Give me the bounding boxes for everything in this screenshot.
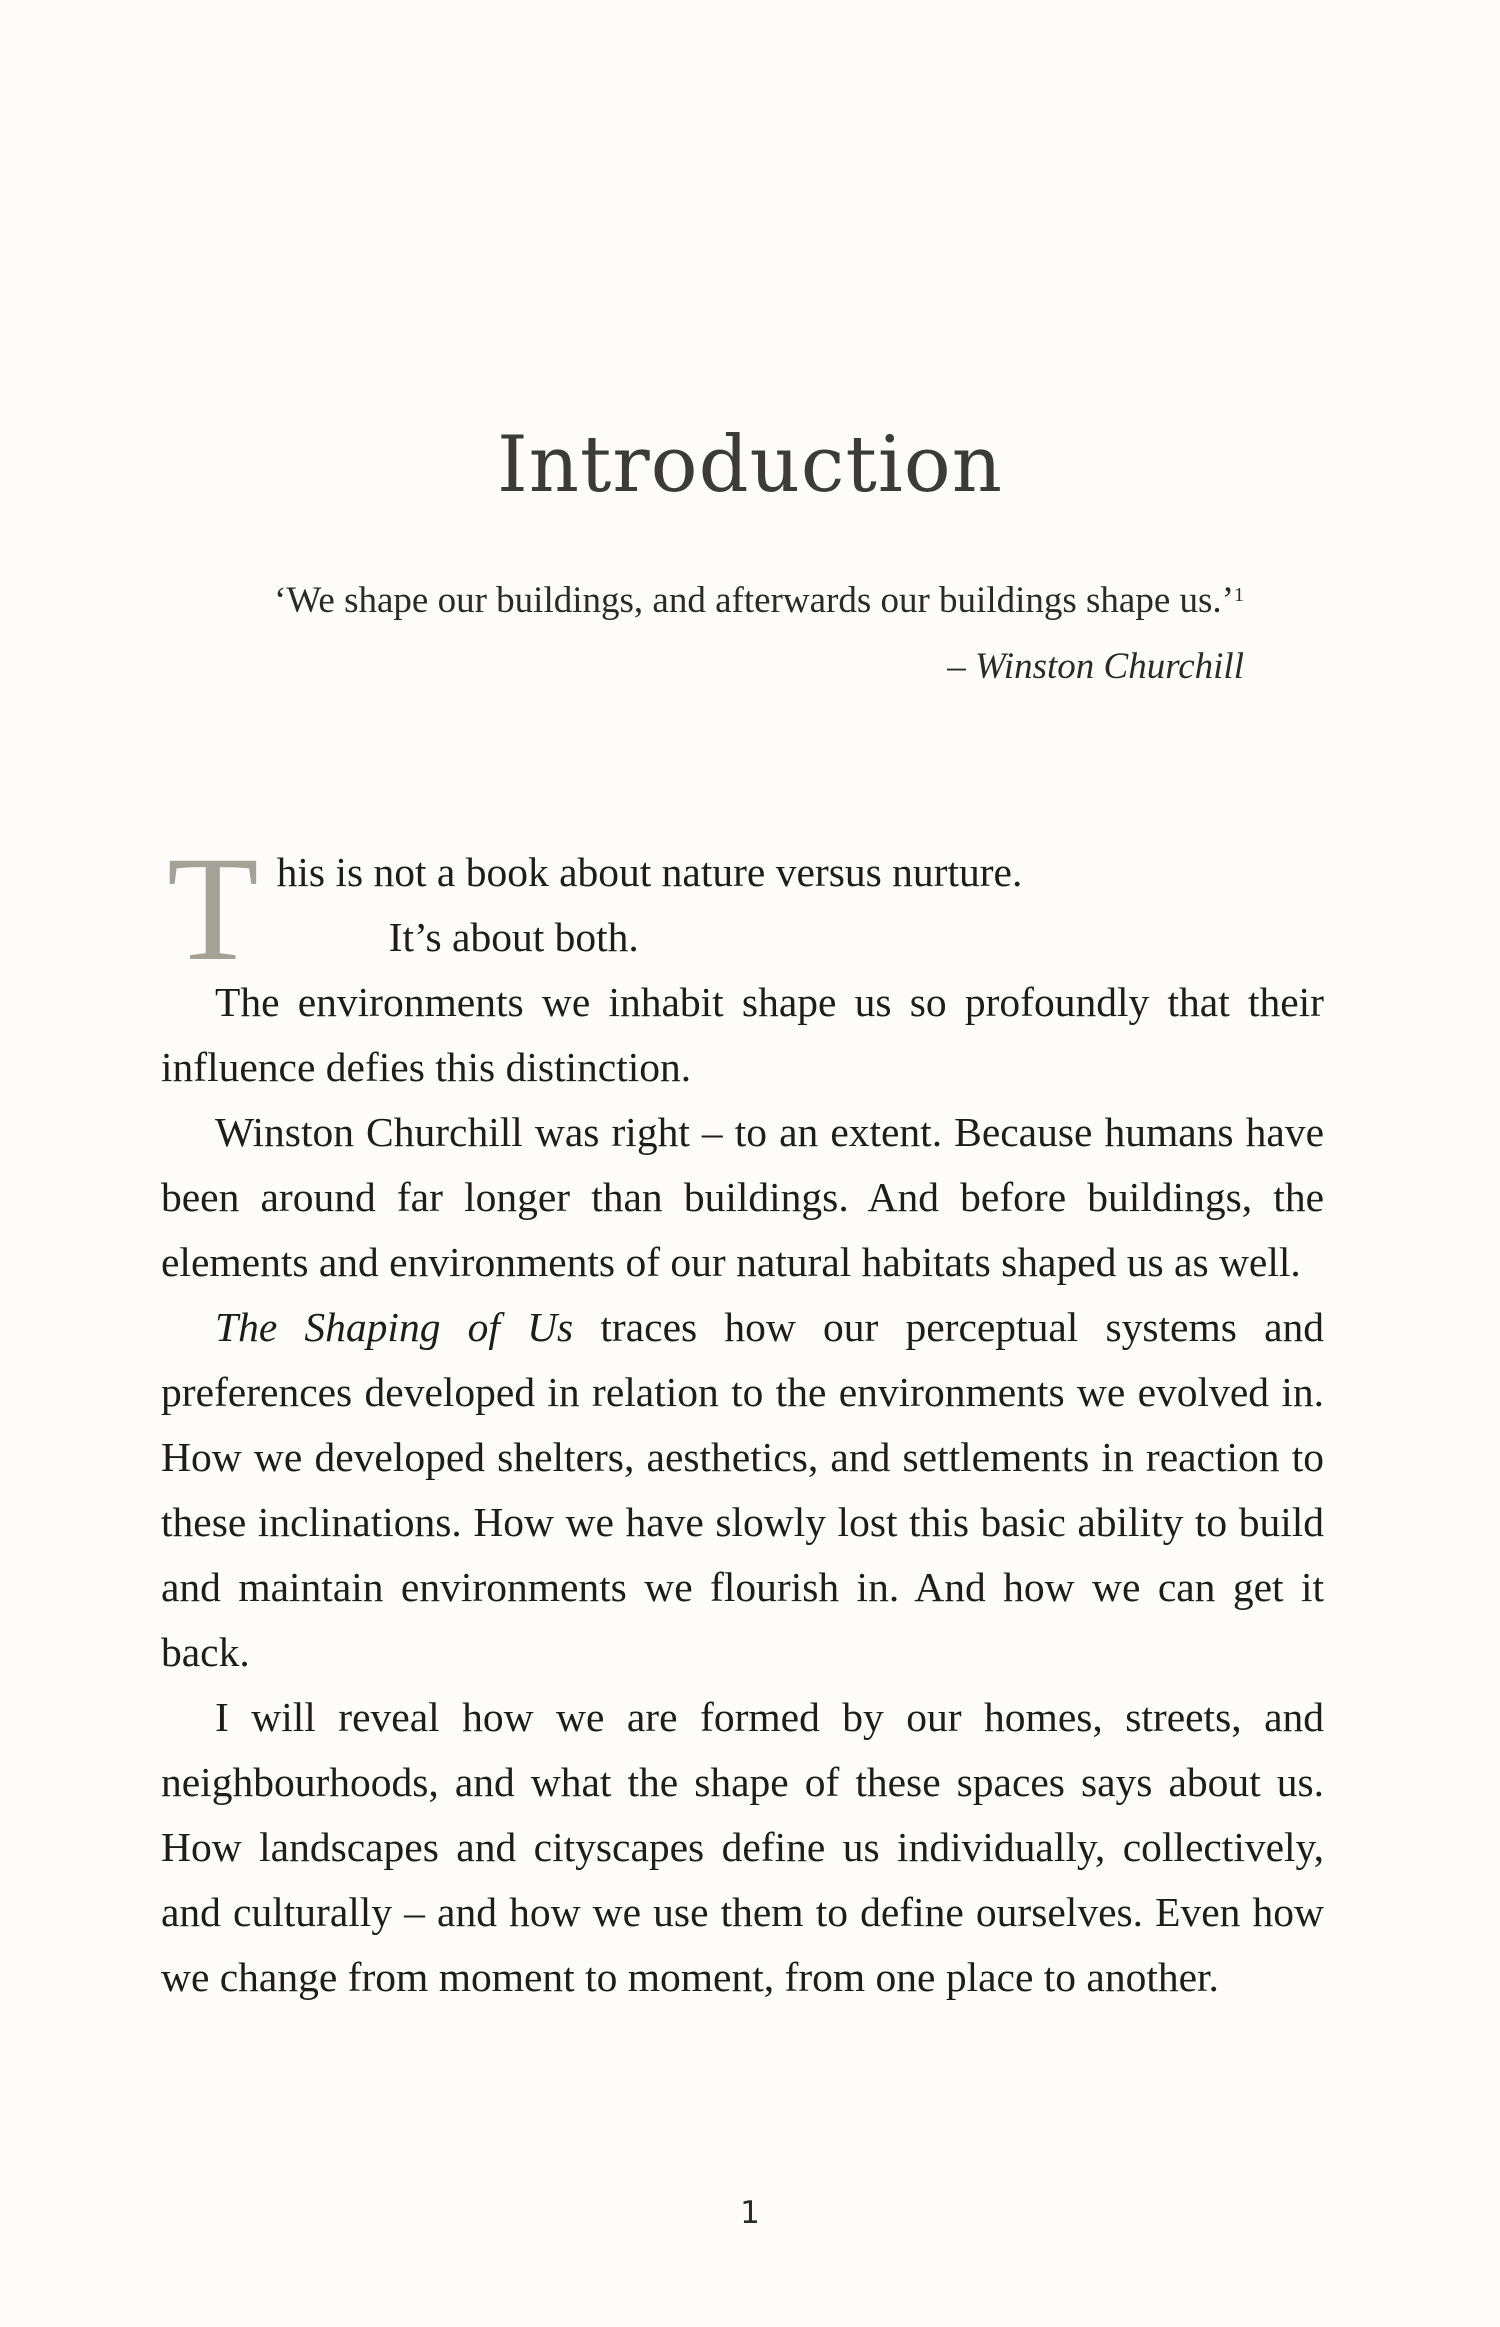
drop-cap: T bbox=[167, 826, 259, 992]
epigraph bbox=[274, 568, 1244, 700]
epigraph-attribution: – Winston Churchill bbox=[947, 646, 1244, 687]
page-number: 1 bbox=[740, 2195, 760, 2231]
paragraph bbox=[161, 1295, 1324, 1685]
paragraph-text: traces how our perceptual systems and preferences developed in relation to the environments we evolved in. How we developed shelters, aesthetics, and settlements in reaction to these inclinations. How we have slowly lost this basic ability to build and maintain environments we flourish in. And how we can get it back. bbox=[161, 1304, 1324, 1675]
body-text bbox=[161, 826, 1324, 2010]
epigraph-quote bbox=[274, 568, 1244, 634]
footnote-reference[interactable]: 1 bbox=[1234, 584, 1244, 606]
paragraph: It’s about both. bbox=[388, 914, 639, 960]
paragraph: The environments we inhabit shape us so profoundly that their influence defies this distinction. bbox=[161, 979, 1324, 1090]
chapter-title: Introduction bbox=[497, 420, 1003, 510]
paragraph: Winston Churchill was right – to an extent. Because humans have been around far longer than buildings. And before buildings, the elements and environments of our natural habitats shaped us as well. bbox=[161, 1109, 1324, 1285]
paragraph-text: his is not a book about nature versus nurture. bbox=[276, 849, 1023, 895]
paragraph: I will reveal how we are formed by our homes, streets, and neighbourhoods, and what the shape of these spaces says about us. How landscapes and cityscapes define us individually, collectively, and culturally – and how we use them to define ourselves. Even how we change from moment to moment, from one place to another. bbox=[161, 1694, 1324, 2000]
epigraph-quote-text: ‘We shape our buildings, and afterwards our buildings shape us.’ bbox=[274, 580, 1234, 621]
book-title: The Shaping of Us bbox=[215, 1304, 574, 1350]
